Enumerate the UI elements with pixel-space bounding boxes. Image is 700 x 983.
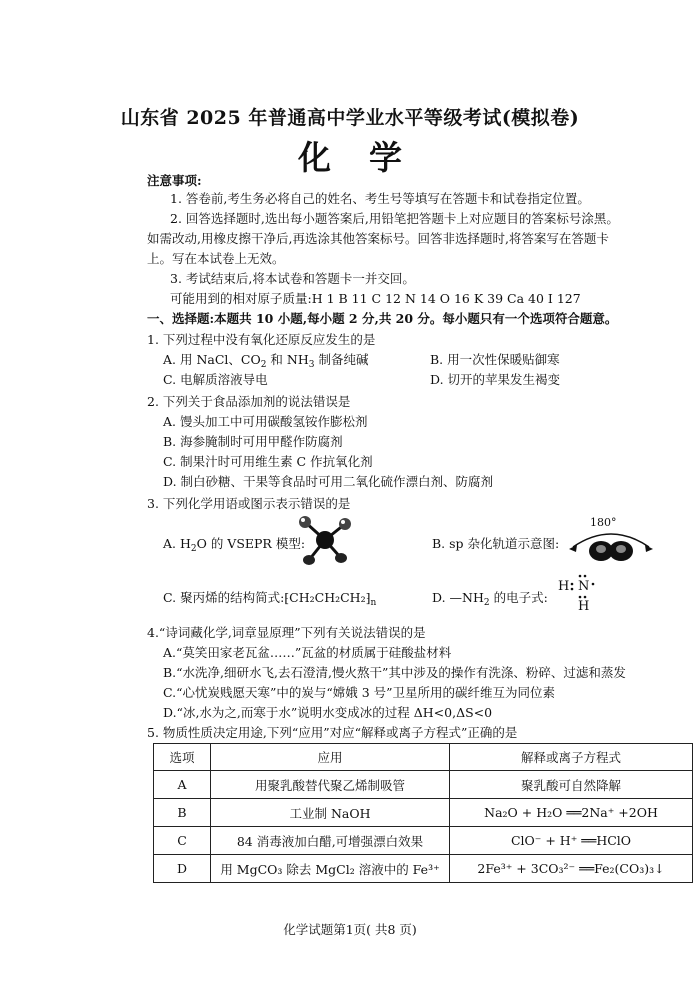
page-footer: 化学试题第1页( 共8 页) (283, 922, 417, 937)
electron-dot-n: N (578, 579, 590, 594)
sp-orbital-icon (567, 527, 655, 565)
table-cell: 用聚乳酸替代聚乙烯制吸管 (211, 771, 450, 799)
q3-option-a: A. $H_2O$ 的 VSEPR 模型: (163, 536, 306, 554)
q3-option-b: B. sp 杂化轨道示意图: (432, 536, 560, 551)
polypropylene-formula: ⁅CH₂CH₂CH₂⁆ (284, 590, 371, 605)
q2-option-a: A. 馒头加工中可用碳酸氢铵作膨松剂 (163, 414, 368, 429)
table-cell: Na₂O + H₂O ══2Na⁺ +2OH (450, 799, 693, 827)
notice-heading: 注意事项: (147, 173, 202, 188)
q1-option-a: A. 用 NaCl、$CO_2$ 和 $NH_3$ 制备纯碱 (163, 352, 369, 370)
table-cell: 84 消毒液加白醋,可增强漂白效果 (211, 827, 450, 855)
notice-item-2c: 上。写在本试卷上无效。 (147, 251, 285, 266)
electron-dots-icon (570, 574, 598, 600)
q1-option-d: D. 切开的苹果发生褐变 (430, 372, 561, 387)
electron-dot-h2: H (578, 599, 590, 614)
q2-option-d: D. 制白砂糖、干果等食品时可用二氧化硫作漂白剂、防腐剂 (163, 474, 494, 489)
exam-title: 山东省 2025 年普通高中学业水平等级考试(模拟卷) (120, 107, 580, 129)
q4-option-b: B.“水洗净,细研水飞,去石澄清,慢火熬干”其中涉及的操作有洗涤、粉碎、过滤和蒸发 (163, 665, 626, 680)
q1-option-c: C. 电解质溶液导电 (163, 372, 268, 387)
atomic-masses: 可能用到的相对原子质量:H 1 B 11 C 12 N 14 O 16 K 39 Ca 40 I 127 (170, 291, 581, 306)
table-cell: D (154, 855, 211, 883)
table-header-row (154, 744, 693, 771)
table-header: 应用 (211, 744, 450, 771)
table-cell: C (154, 827, 211, 855)
notice-item-1: 1. 答卷前,考生务必将自己的姓名、考生号等填写在答题卡和试卷指定位置。 (170, 191, 590, 206)
q4-option-c: C.“心忧炭贱愿天寒”中的炭与“嫦娥 3 号”卫星所用的碳纤维互为同位素 (163, 685, 556, 700)
q3-option-c: C. 聚丙烯的结构简式$:⁅CH_2CH_2CH_2⁆_n$ (163, 590, 377, 608)
q1-stem: 1. 下列过程中没有氧化还原反应发生的是 (147, 332, 376, 347)
q4-option-d: D.“冰,水为之,而寒于水”说明水变成冰的过程 ΔH<0,ΔS<0 (163, 705, 493, 720)
subject-title: 化学 (298, 138, 440, 177)
notice-item-2b: 如需改动,用橡皮擦干净后,再选涂其他答案标号。回答非选择题时,将答案写在答题卡 (147, 231, 609, 246)
table-row (154, 799, 693, 827)
table-cell: 聚乳酸可自然降解 (450, 771, 693, 799)
sp-angle-label: 180° (590, 516, 617, 529)
electron-dot-h1: H (558, 579, 570, 594)
q4-stem: 4.“诗词藏化学,词章显原理”下列有关说法错误的是 (147, 625, 426, 640)
q3-option-d: D. $—NH_2$ 的电子式: (432, 590, 548, 608)
table-cell: B (154, 799, 211, 827)
table-row (154, 855, 693, 883)
q3-stem: 3. 下列化学用语或图示表示错误的是 (147, 496, 351, 511)
q4-option-a: A.“莫笑田家老瓦盆……”瓦盆的材质属于硅酸盐材料 (163, 645, 452, 660)
table-row (154, 827, 693, 855)
table-cell: 2Fe³⁺ + 3CO₃²⁻ ══Fe₂(CO₃)₃↓ (450, 855, 693, 883)
table-cell: ClO⁻ + H⁺ ══HClO (450, 827, 693, 855)
q2-option-c: C. 制果汁时可用维生素 C 作抗氧化剂 (163, 454, 373, 469)
q1-option-b: B. 用一次性保暖贴御寒 (430, 352, 560, 367)
table-cell: 工业制 NaOH (211, 799, 450, 827)
notice-item-3: 3. 考试结束后,将本试卷和答题卡一并交回。 (170, 271, 415, 286)
q5-table (153, 743, 693, 883)
notice-item-2a: 2. 回答选择题时,选出每小题答案后,用铅笔把答题卡上对应题目的答案标号涂黑。 (170, 211, 619, 226)
table-header: 解释或离子方程式 (450, 744, 693, 771)
table-cell: A (154, 771, 211, 799)
q2-stem: 2. 下列关于食品添加剂的说法错误是 (147, 394, 351, 409)
q5-stem: 5. 物质性质决定用途,下列“应用”对应“解释或离子方程式”正确的是 (147, 725, 518, 740)
section-heading: 一、选择题:本题共 10 小题,每小题 2 分,共 20 分。每小题只有一个选项符合题意。 (147, 311, 618, 326)
q2-option-b: B. 海参腌制时可用甲醛作防腐剂 (163, 434, 343, 449)
vsepr-model-icon (295, 512, 355, 568)
table-row (154, 771, 693, 799)
table-header: 选项 (154, 744, 211, 771)
table-cell: 用 MgCO₃ 除去 MgCl₂ 溶液中的 Fe³⁺ (211, 855, 450, 883)
